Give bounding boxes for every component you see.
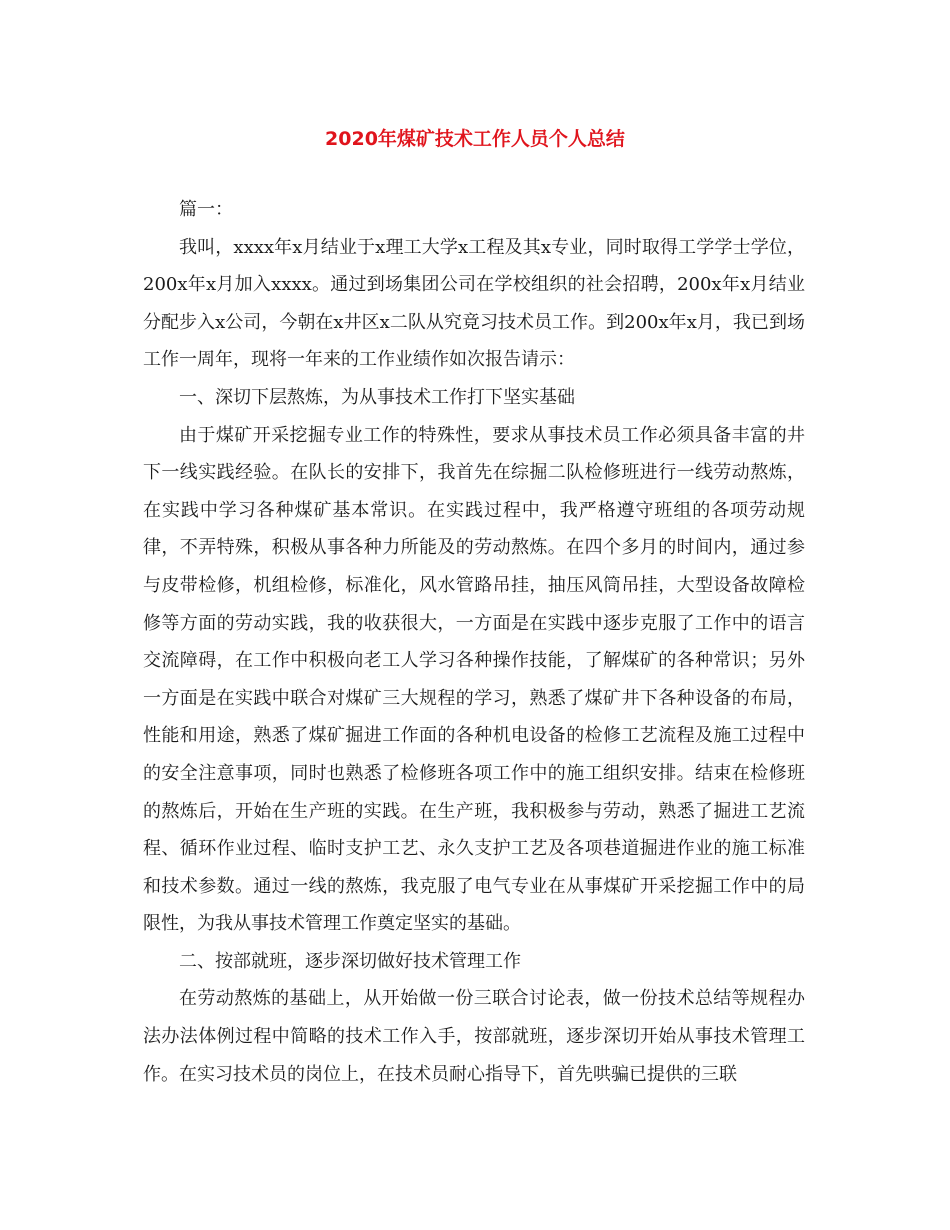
section-heading-part-one: 篇一： <box>179 199 233 220</box>
section-heading-two: 二、按部就班，逐步深切做好技术管理工作 <box>179 950 521 972</box>
paragraph-section-two: 在劳动熬炼的基础上，从开始做一份三联合讨论表，做一份技术总结等规程办法办法体例过程中简略的技术工作入手，按部就班，逐步深切开始从事技术管理工作。在实习技术员的岗位上，在技术员耐心指导下，首先哄骗已提供的三联 <box>143 988 805 1085</box>
document-body <box>143 191 805 1093</box>
paragraph-section-one: 由于煤矿开采挖掘专业工作的特殊性，要求从事技术员工作必须具备丰富的井下一线实践经验。在队长的安排下，我首先在综掘二队检修班进行一线劳动熬炼，在实践中学习各种煤矿基本常识。在实践过程中，我严格遵守班组的各项劳动规律，不弄特殊，积极从事各种力所能及的劳动熬炼。在四个多月的时间内，通过参与皮带检修，机组检修，标准化，风水管路吊挂，抽压风筒吊挂，大型设备故障检修等方面的劳动实践，我的收获很大，一方面是在实践中逐步克服了工作中的语言交流障碍，在工作中积极向老工人学习各种操作技能，了解煤矿的各种常识；另外一方面是在实践中联合对煤矿三大规程的学习，熟悉了煤矿井下各种设备的布局，性能和用途，熟悉了煤矿掘进工作面的各种机电设备的检修工艺流程及施工过程中的安全注意事项，同时也熟悉了检修班各项工作中的施工组织安排。结束在检修班的熬炼后，开始在生产班的实践。在生产班，我积极参与劳动，熟悉了掘进工艺流程、循环作业过程、临时支护工艺、永久支护工艺及各项巷道掘进作业的施工标准和技术参数。通过一线的熬炼，我克服了电气专业在从事煤矿开采挖掘工作中的局限性，为我从事技术管理工作奠定坚实的基础。 <box>143 424 805 935</box>
document-title: 2020年煤矿技术工作人员个人总结 <box>325 128 625 150</box>
section-heading-one: 一、深切下层熬炼，为从事技术工作打下坚实基础 <box>179 386 575 408</box>
paragraph-introduction: 我叫，xxxx年x月结业于x理工大学x工程及其x专业，同时取得工学学士学位，200x年x月加入xxxx。通过到场集团公司在学校组织的社会招聘，200x年x月结业分配步入x公司，今朝在x井区x二队从究竟习技术员工作。到200x年x月，我已到场工作一周年，现将一年来的工作业绩作如次报告请示： <box>143 236 805 371</box>
